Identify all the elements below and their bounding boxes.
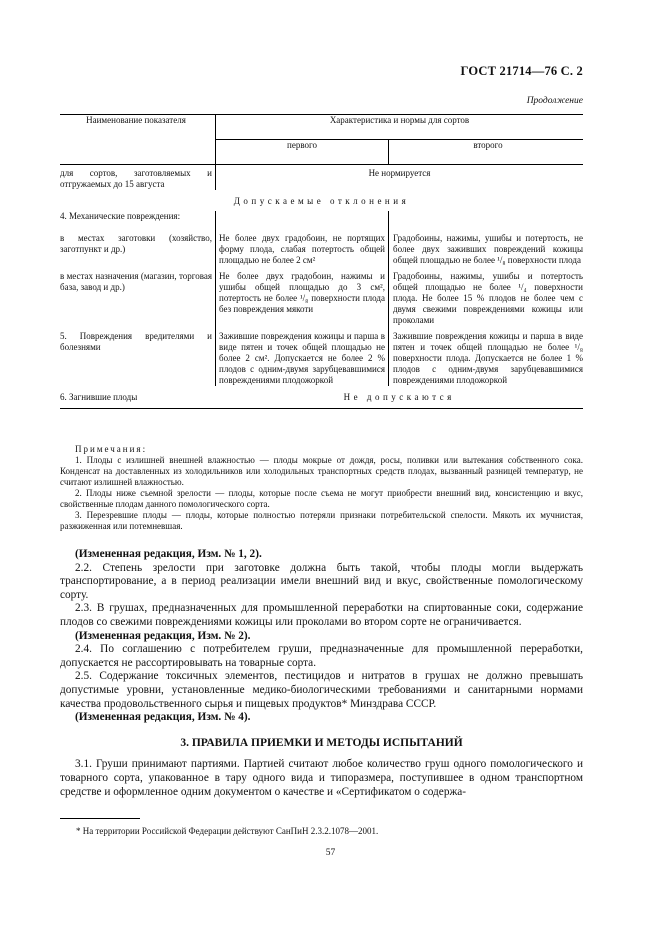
row-pests-second: Зажившие повреждения кожицы и парша в виде пятен и точек общей площадью не более ¹/₈ поверхности плода. Допускается не более 1 % плодов с одним-двумя зарубцевавшимися повреждениями плодожоркой (389, 326, 584, 386)
footnote: * На территории Российской Федерации действуют СанПиН 2.3.2.1078—2001. (76, 826, 379, 836)
body-text (60, 548, 583, 799)
notes-title: Примечания: (75, 444, 148, 454)
paragraph-3-1: 3.1. Груши принимают партиями. Партией считают любое количество груш одного помологического и товарного сорта, упакованное в тару одного вида и типоразмера, поступившее в одном транспортном средстве и оформленное одним документом о качестве и «Сертификатом о содержа- (60, 758, 583, 798)
section-3-heading: 3. ПРАВИЛА ПРИЕМКИ И МЕТОДЫ ИСПЫТАНИЙ (180, 736, 463, 749)
column-header-second-grade: второго (389, 140, 584, 165)
edition-note-4: (Измененная редакция, Изм. № 4). (75, 711, 251, 724)
edition-note-1: (Измененная редакция, Изм. № 1, 2). (75, 548, 262, 560)
note-2: 2. Плоды ниже съемной зрелости — плоды, которые после съема не могут приобрести внешний вид, консистенцию и вкус, свойственные плодам данного помологического сорта. (60, 488, 583, 509)
paragraph-2-4: 2.4. По соглашению с потребителем груши, предназначенные для промышленной переработки, допускается не рассортировывать на товарные сорта. (60, 643, 583, 669)
document-header: ГОСТ 21714—76 С. 2 (460, 64, 583, 78)
paragraph-2-5: 2.5. Содержание токсичных элементов, пестицидов и нитратов в грушах не должно превышать допустимые уровни, установленные медико-биологическими требованиями и санитарными нормами качества продовольственного сырья и пищевых продуктов* Минздрава СССР. (60, 670, 583, 710)
row-rotten-value: Не допускаются (343, 392, 455, 402)
row-pests-first: Зажившие повреждения кожицы и парша в виде пятен и точек общей площадью не более 2 см². Допускается не более 2 % плодов с одним-двумя зарубцевавшимися повреждениями плодожоркой (216, 326, 389, 386)
row-august-value: Не нормируется (216, 165, 584, 191)
column-header-first-grade: первого (216, 140, 389, 165)
row-destination-first: Не более двух градобоин, нажимы и ушибы общей площадью до 3 см², потертость не более ¹/₈ поверхности плода без повреждения мякоти (216, 266, 389, 326)
norms-table (60, 114, 583, 409)
note-3: 3. Перезревшие плоды — плоды, которые полностью потеряли признаки потребительской спелости. Мякоть их мучнистая, разжиженная или потемневшая. (60, 510, 583, 531)
footnote-divider (60, 818, 140, 819)
row-destination-name: в местах назначения (магазин, торговая база, завод и др.) (60, 271, 212, 292)
column-header-characteristics: Характеристика и нормы для сортов (216, 115, 584, 140)
row-pests-name: 5. Повреждения вредителями и болезнями (60, 331, 212, 352)
section-allowed-deviations: Допускаемые отклонения (233, 196, 410, 206)
row-rotten-name: 6. Загнившие плоды (60, 392, 138, 402)
edition-note-2: (Измененная редакция, Изм. № 2). (75, 629, 251, 642)
page-number: 57 (325, 848, 336, 858)
column-header-indicator: Наименование показателя (86, 115, 186, 125)
paragraph-2-2: 2.2. Степень зрелости при заготовке должна быть такой, чтобы плоды могли выдержать транспортирование, а в период реализации имели внешний вид и вкус, свойственные помологическому сорту. (60, 561, 583, 601)
row-mechanical-name: 4. Механические повреждения: (60, 211, 181, 221)
row-august-name: для сортов, заготовляемых и отгружаемых до 15 августа (60, 168, 212, 189)
row-procurement-first: Не более двух градобоин, не портящих форму плода, слабая потертость общей площадью не более 2 см² (216, 222, 389, 266)
continuation-label: Продолжение (526, 96, 583, 106)
note-1: 1. Плоды с излишней внешней влажностью — плоды мокрые от дождя, росы, поливки или вытекания собственного сока. Конденсат на доставленных из холодильников или холодильных транспортных средств плодах, вызванный разницей температур, не считают излишней влажностью. (60, 455, 583, 487)
paragraph-2-3: 2.3. В грушах, предназначенных для промышленной переработки на спиртованные соки, содержание плодов со свежими повреждениями кожицы или проколами во втором сорте не ограничивается. (60, 602, 583, 628)
row-procurement-second: Градобоины, нажимы, ушибы и потертость, не более двух заживших повреждений кожицы общей площадью не более ¹/₈ поверхности плода (389, 222, 584, 266)
table-notes (60, 444, 583, 532)
row-procurement-name: в местах заготовки (хозяйство, заготпункт и др.) (60, 233, 212, 254)
row-destination-second: Градобоины, нажимы, ушибы и потертость общей площадью не более ¹/₄ поверхности плода. Не более 15 % плодов не более чем с двумя свежими повреждениями кожицы или проколами (389, 266, 584, 326)
